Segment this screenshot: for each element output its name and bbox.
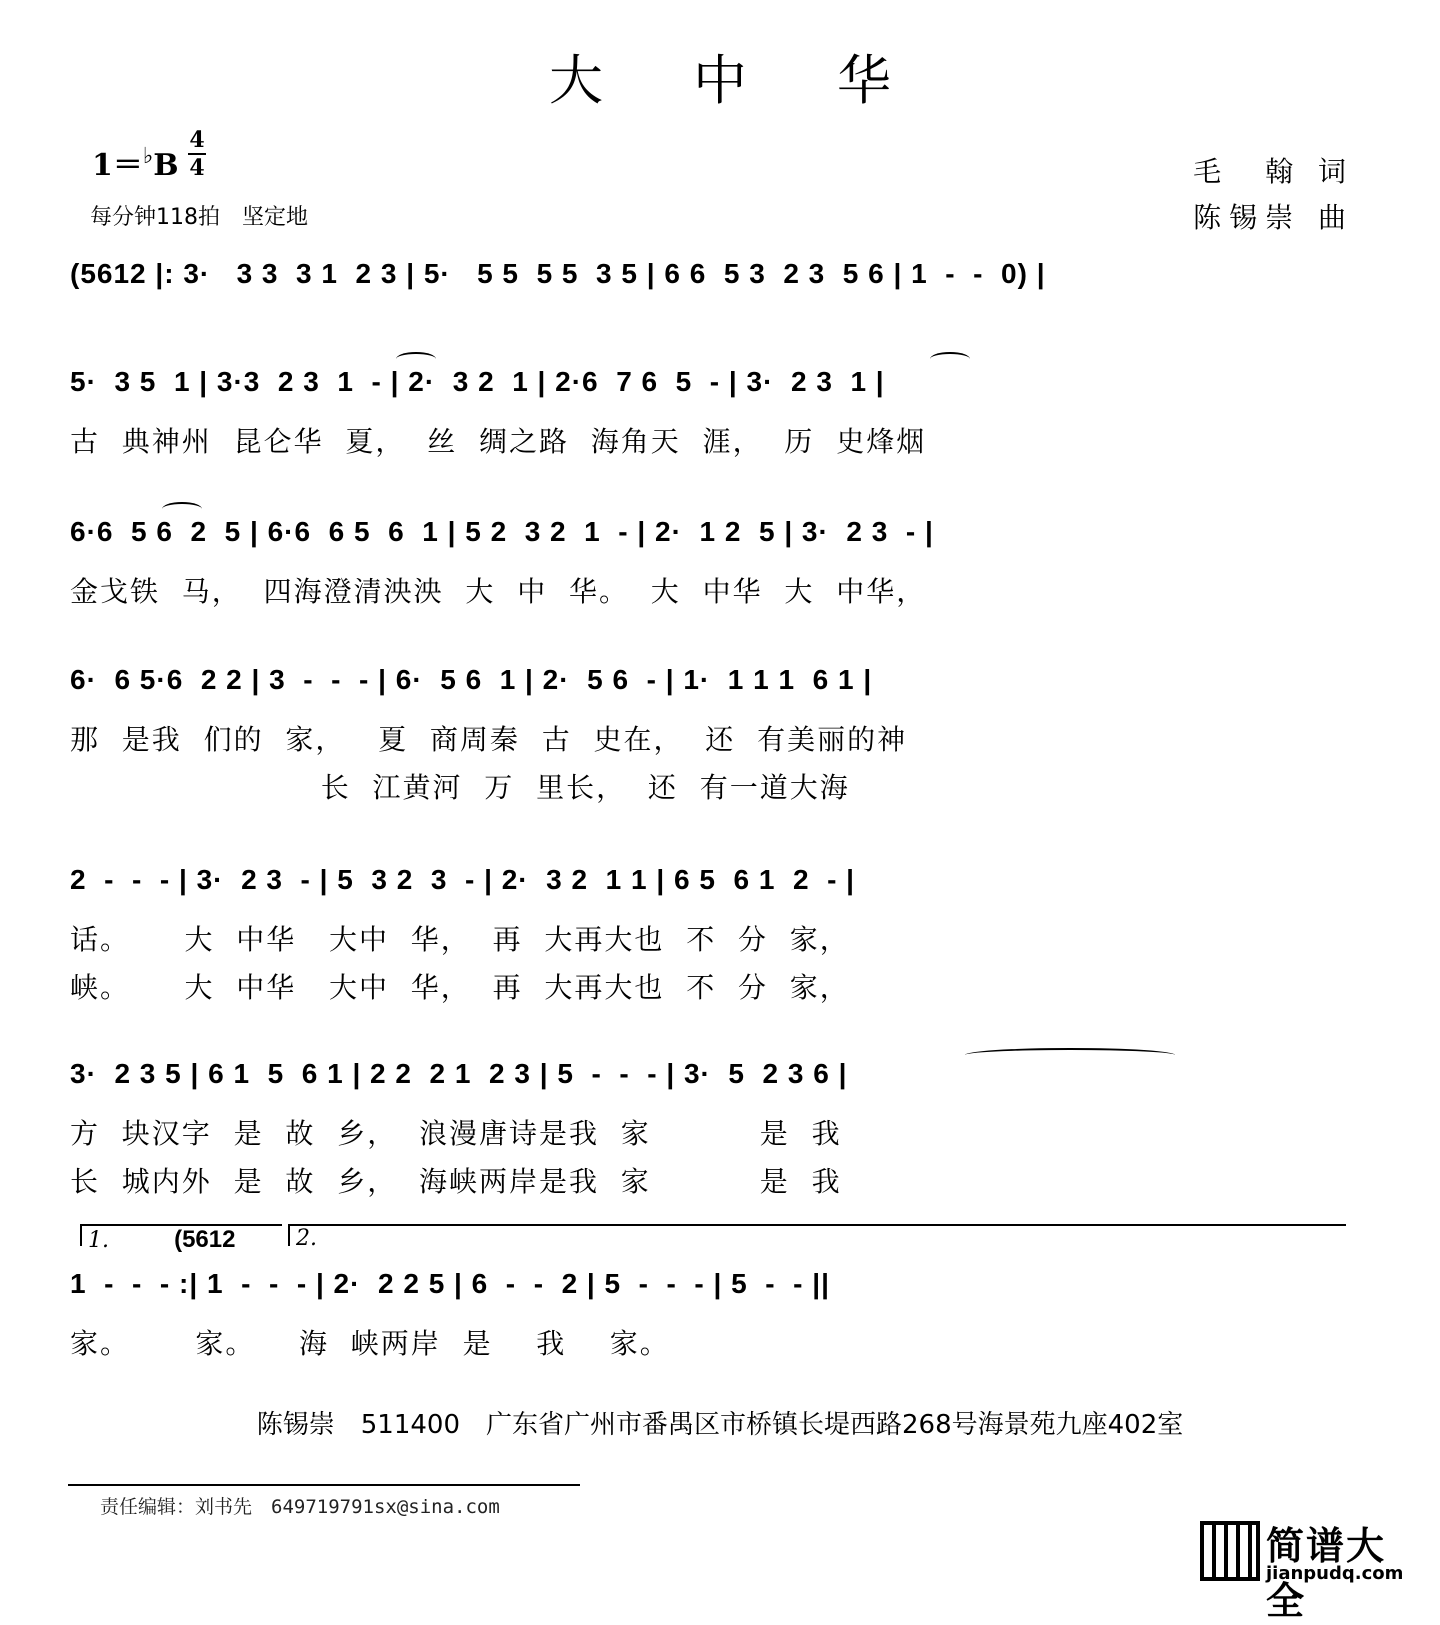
- volta-bracket-2: [288, 1224, 1346, 1251]
- key-signature: [92, 140, 179, 184]
- score-row-5: [70, 864, 1360, 1006]
- footer-address: 陈锡崇 511400 广东省广州市番禺区市桥镇长堤西路268号海景苑九座402室: [256, 1410, 1184, 1440]
- notes-line: 6· 6 5·6 2 2 | 3 - - - | 6· 5 6 1 | 2· 5 6 - | 1· 1 1 1 6 1 |: [70, 664, 873, 695]
- score-row-1: [70, 258, 1360, 290]
- notes-line: 6·6 5 6 2 5 | 6·6 6 5 6 1 | 5 2 3 2 1 - | 2· 1 2 5 | 3· 2 3 - |: [70, 516, 934, 547]
- key-label: 1＝: [92, 148, 143, 183]
- notes-line: 1 - - - :| 1 - - - | 2· 2 2 5 | 6 - - 2 | 5 - - - | 5 - - ||: [70, 1268, 830, 1299]
- lyrics-line-1: 古 典神州 昆仑华 夏， 丝 绸之路 海角天 涯， 历 史烽烟: [70, 425, 927, 458]
- notes-line: 3· 2 3 5 | 6 1 5 6 1 | 2 2 2 1 2 3 | 5 - - - | 3· 5 2 3 6 |: [70, 1058, 848, 1089]
- lyrics-line-1: 话。 大 中华 大中 华， 再 大再大也 不 分 家，: [70, 923, 850, 956]
- score-row-4: [70, 664, 1360, 806]
- lyrics-line-1: 方 块汉字 是 故 乡， 浪漫唐诗是我 家 是 我: [70, 1117, 842, 1150]
- score-row-3: [70, 516, 1360, 610]
- lyrics-line-1: 家。 家。 海 峡两岸 是 我 家。: [70, 1327, 670, 1360]
- notes-line: 2 - - - | 3· 2 3 - | 5 3 2 3 - | 2· 3 2 1 1 | 6 5 6 1 2 - |: [70, 864, 856, 895]
- key-note: B: [153, 148, 179, 183]
- lyrics-line-1: 金戈铁 马， 四海澄清泱泱 大 中 华。 大 中华 大 中华，: [70, 575, 927, 608]
- lyricist: 毛 翰 词: [1193, 155, 1354, 188]
- composer: 陈锡崇 曲: [1193, 201, 1354, 234]
- lyrics-line-2: 长 城内外 是 故 乡， 海峡两岸是我 家 是 我: [70, 1165, 842, 1198]
- volta-intro: (5612: [174, 1226, 236, 1253]
- slur-mark: [396, 352, 436, 366]
- lyrics-line-2: 长 江黄河 万 里长， 还 有一道大海: [70, 771, 850, 804]
- score-row-2: [70, 366, 1360, 460]
- divider: [68, 1484, 580, 1486]
- site-logo[interactable]: [1200, 1515, 1420, 1623]
- tempo-marking: 每分钟118拍 坚定地: [90, 205, 308, 230]
- volta-label-1: 1.: [88, 1228, 109, 1253]
- page-title: 大中华: [549, 49, 981, 112]
- logo-url: jianpudq.com: [1266, 1563, 1404, 1584]
- slur-mark: [162, 502, 202, 516]
- editor-credit: 责任编辑：刘书先 649719791sx@sina.com: [100, 1496, 500, 1518]
- logo-text: 简谱大全: [1266, 1524, 1387, 1623]
- piano-icon: [1200, 1521, 1260, 1581]
- notes-line: 5· 3 5 1 | 3·3 2 3 1 - | 2· 3 2 1 | 2·6 7 6 5 - | 3· 2 3 1 |: [70, 366, 885, 397]
- slur-mark: [965, 1048, 1175, 1062]
- slur-mark: [930, 352, 970, 366]
- lyrics-line-2: 峡。 大 中华 大中 华， 再 大再大也 不 分 家，: [70, 971, 850, 1004]
- score-row-7: [70, 1268, 1360, 1362]
- time-signature: [188, 128, 206, 180]
- score-row-6: [70, 1058, 1360, 1200]
- time-top: 4: [189, 127, 205, 153]
- notes-line: (5612 |: 3· 3 3 3 1 2 3 | 5· 5 5 5 5 3 5 | 6 6 5 3 2 3 5 6 | 1 - - 0) |: [70, 258, 1046, 289]
- lyrics-line-1: 那 是我 们的 家， 夏 商周秦 古 史在， 还 有美丽的神: [70, 723, 908, 756]
- time-bottom: 4: [189, 155, 205, 181]
- volta-label-2: 2.: [296, 1226, 317, 1251]
- volta-bracket-1: [80, 1224, 282, 1253]
- flat-icon: ♭: [142, 143, 154, 169]
